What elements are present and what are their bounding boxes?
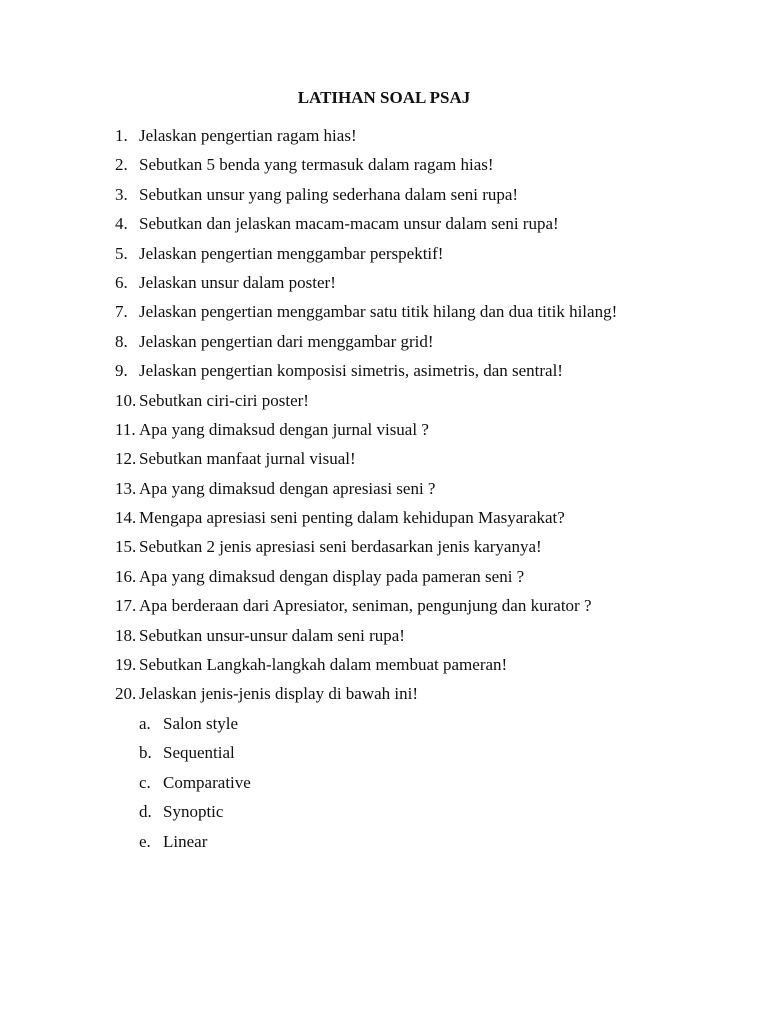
sub-item-letter: d.	[139, 802, 152, 822]
sub-item-text: Comparative	[163, 772, 251, 792]
question-text: Mengapa apresiasi seni penting dalam kehidupan Masyarakat?	[139, 508, 565, 528]
question-number: 2.	[115, 155, 128, 175]
question-number: 16.	[115, 566, 137, 586]
question-text: Jelaskan pengertian menggambar perspektif!	[139, 243, 444, 263]
sub-list-item	[139, 742, 251, 771]
question-item	[115, 272, 735, 301]
question-number: 15.	[115, 537, 137, 557]
question-text: Sebutkan dan jelaskan macam-macam unsur dalam seni rupa!	[139, 214, 559, 234]
question-text: Jelaskan unsur dalam poster!	[139, 272, 336, 292]
question-item	[115, 683, 735, 712]
question-text: Apa yang dimaksud dengan apresiasi seni ?	[139, 478, 436, 498]
question-number: 6.	[115, 272, 128, 292]
question-item	[115, 419, 735, 448]
question-number: 20.	[115, 684, 137, 704]
question-text: Apa yang dimaksud dengan jurnal visual ?	[139, 419, 429, 439]
question-number: 5.	[115, 243, 128, 263]
sub-item-text: Sequential	[163, 743, 235, 763]
question-number: 10.	[115, 390, 137, 410]
question-text: Sebutkan ciri-ciri poster!	[139, 390, 309, 410]
question-number: 3.	[115, 184, 128, 204]
question-number: 9.	[115, 361, 128, 381]
page-title: LATIHAN SOAL PSAJ	[297, 88, 471, 107]
question-number: 1.	[115, 126, 128, 145]
sub-item-letter: a.	[139, 714, 151, 733]
question-number: 11.	[115, 419, 136, 439]
question-number: 18.	[115, 625, 137, 645]
question-text: Sebutkan manfaat jurnal visual!	[139, 449, 356, 469]
question-item	[115, 566, 735, 595]
question-number: 4.	[115, 214, 128, 234]
question-number: 17.	[115, 596, 137, 616]
question-number: 14.	[115, 508, 137, 528]
question-number: 7.	[115, 302, 128, 322]
question-item	[115, 243, 735, 272]
question-item	[115, 390, 735, 419]
question-text: Jelaskan pengertian menggambar satu titik hilang dan dua titik hilang!	[139, 302, 618, 322]
question-text: Sebutkan unsur-unsur dalam seni rupa!	[139, 625, 405, 645]
question-item	[115, 331, 735, 360]
question-item	[115, 154, 735, 183]
sub-item-text: Linear	[163, 831, 208, 851]
sub-list-item	[139, 831, 251, 860]
question-item	[115, 654, 735, 683]
question-item	[115, 625, 735, 654]
question-text: Sebutkan unsur yang paling sederhana dalam seni rupa!	[139, 184, 519, 204]
question-item	[115, 213, 735, 242]
question-item	[115, 595, 735, 624]
question-text: Apa berderaan dari Apresiator, seniman, pengunjung dan kurator ?	[139, 596, 592, 616]
question-text: Sebutkan 5 benda yang termasuk dalam ragam hias!	[139, 155, 494, 175]
question-item	[115, 360, 735, 389]
question-number: 13.	[115, 478, 137, 498]
question-text: Jelaskan pengertian ragam hias!	[139, 126, 357, 145]
sub-item-text: Synoptic	[163, 802, 224, 822]
question-text: Jelaskan pengertian komposisi simetris, asimetris, dan sentral!	[139, 361, 563, 381]
question-list	[115, 125, 735, 713]
sub-item-letter: e.	[139, 831, 151, 851]
question-text: Sebutkan Langkah-langkah dalam membuat pameran!	[139, 655, 508, 675]
sub-list-item	[139, 713, 251, 742]
question-number: 19.	[115, 655, 137, 675]
question-item	[115, 301, 735, 330]
question-text: Jelaskan jenis-jenis display di bawah ini!	[139, 684, 419, 704]
sub-item-text: Salon style	[163, 714, 239, 733]
sub-item-letter: c.	[139, 772, 151, 792]
display-types-list	[139, 713, 251, 860]
question-item	[115, 125, 735, 154]
sub-list-item	[139, 772, 251, 801]
question-text: Jelaskan pengertian dari menggambar grid!	[139, 331, 434, 351]
sub-list-item	[139, 801, 251, 830]
question-item	[115, 184, 735, 213]
question-item	[115, 507, 735, 536]
question-number: 12.	[115, 449, 137, 469]
question-number: 8.	[115, 331, 128, 351]
question-item	[115, 536, 735, 565]
question-text: Apa yang dimaksud dengan display pada pameran seni ?	[139, 566, 525, 586]
question-text: Sebutkan 2 jenis apresiasi seni berdasarkan jenis karyanya!	[139, 537, 542, 557]
question-item	[115, 448, 735, 477]
question-item	[115, 478, 735, 507]
sub-item-letter: b.	[139, 743, 152, 763]
